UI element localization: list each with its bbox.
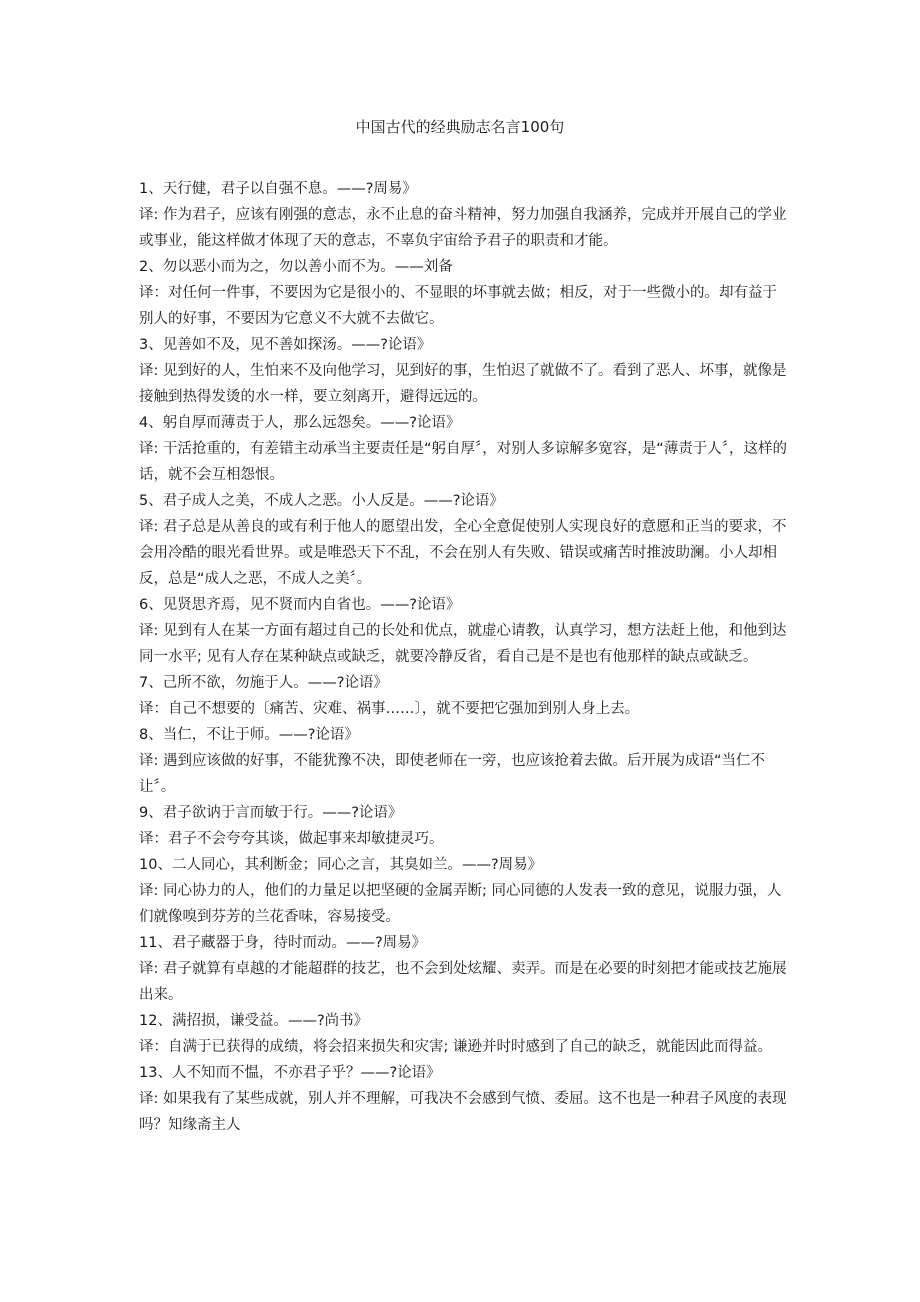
quote-translation: 译：自满于已获得的成绩，将会招来损失和灾害; 谦逊并时时感到了自己的缺乏，就能因此而得益。: [139, 1039, 772, 1055]
quote-entry: [139, 800, 789, 852]
quote-heading: 7、己所不欲，勿施于人。——?论语》: [139, 675, 388, 691]
quote-entry: [139, 1008, 789, 1060]
quote-translation: 译：对任何一件事，不要因为它是很小的、不显眼的坏事就去做；相反，对于一些微小的。却有益于别人的好事，不要因为它意义不大就不去做它。: [139, 285, 777, 327]
quote-heading: 1、天行健，君子以自强不息。——?周易》: [139, 181, 417, 197]
quote-heading: 6、见贤思齐焉，见不贤而内自省也。——?论语》: [139, 597, 461, 613]
quote-entry: [139, 722, 789, 800]
quote-entry: [139, 176, 789, 254]
quote-translation: 译: 君子总是从善良的或有利于他人的愿望出发，全心全意促使别人实现良好的意愿和正当的要求，不会用冷酷的眼光看世界。或是唯恐天下不乱，不会在别人有失败、错误或痛苦时推波助澜。小人却相反，总是“成人之恶，不成人之美〞。: [139, 519, 787, 587]
quote-entry: [139, 592, 789, 670]
quote-heading: 5、君子成人之美，不成人之恶。小人反是。——?论语》: [139, 493, 504, 509]
quote-heading: 10、二人同心，其利断金；同心之言，其臭如兰。——?周易》: [139, 857, 543, 873]
quote-heading: 13、人不知而不愠，不亦君子乎？——?论语》: [139, 1065, 441, 1081]
quote-translation: 译: 如果我有了某些成就，别人并不理解，可我决不会感到气愤、委屈。这不也是一种君子风度的表现吗？知缘斋主人: [139, 1091, 787, 1133]
quote-entry: [139, 930, 789, 1008]
quote-heading: 4、躬自厚而薄责于人，那么远怨矣。——?论语》: [139, 415, 461, 431]
document-title: 中国古代的经典励志名言100句: [355, 118, 565, 136]
quote-heading: 11、君子藏器于身，待时而动。——?周易》: [139, 935, 427, 951]
quote-entry: [139, 1060, 789, 1138]
quote-translation: 译：自己不想要的〔痛苦、灾难、祸事……〕，就不要把它强加到别人身上去。: [139, 701, 640, 717]
quote-translation: 译: 君子就算有卓越的才能超群的技艺，也不会到处炫耀、卖弄。而是在必要的时刻把才能或技艺施展出来。: [139, 961, 787, 1003]
quote-translation: 译: 见到好的人，生怕来不及向他学习，见到好的事，生怕迟了就做不了。看到了恶人、坏事，就像是接触到热得发烫的水一样，要立刻离开，避得远远的。: [139, 363, 787, 405]
quote-translation: 译: 同心协力的人，他们的力量足以把坚硬的金属弄断; 同心同德的人发表一致的意见，说服力强，人们就像嗅到芬芳的兰花香味，容易接受。: [139, 883, 782, 925]
quote-entry: [139, 852, 789, 930]
quote-entry: [139, 488, 789, 592]
quote-translation: 译: 作为君子，应该有刚强的意志，永不止息的奋斗精神，努力加强自我涵养，完成并开展自己的学业或事业，能这样做才体现了天的意志，不辜负宇宙给予君子的职责和才能。: [139, 207, 787, 249]
quote-translation: 译: 见到有人在某一方面有超过自己的长处和优点，就虚心请教，认真学习，想方法赶上他，和他到达同一水平; 见有人存在某种缺点或缺乏，就要冷静反省，看自己是不是也有他那样的缺点或缺乏。: [139, 623, 787, 665]
quote-entry: [139, 254, 789, 332]
quote-entry: [139, 670, 789, 722]
quote-heading: 12、满招损，谦受益。——?尚书》: [139, 1013, 369, 1029]
quote-entry: [139, 332, 789, 410]
quote-heading: 3、见善如不及，见不善如探汤。——?论语》: [139, 337, 432, 353]
quote-heading: 9、君子欲讷于言而敏于行。——?论语》: [139, 805, 403, 821]
quote-heading: 2、勿以恶小而为之，勿以善小而不为。——刘备: [139, 259, 453, 275]
quote-heading: 8、当仁，不让于师。——?论语》: [139, 727, 359, 743]
quote-translation: 译: 干活抢重的，有差错主动承当主要责任是“躬自厚〞，对别人多谅解多宽容，是“薄责于人〞，这样的话，就不会互相怨恨。: [139, 441, 788, 483]
quote-list: [139, 176, 789, 1138]
quote-translation: 译: 遇到应该做的好事，不能犹豫不决，即使老师在一旁，也应该抢着去做。后开展为成语“当仁不让〞。: [139, 753, 766, 795]
quote-translation: 译：君子不会夸夸其谈，做起事来却敏捷灵巧。: [139, 831, 444, 847]
quote-entry: [139, 410, 789, 488]
